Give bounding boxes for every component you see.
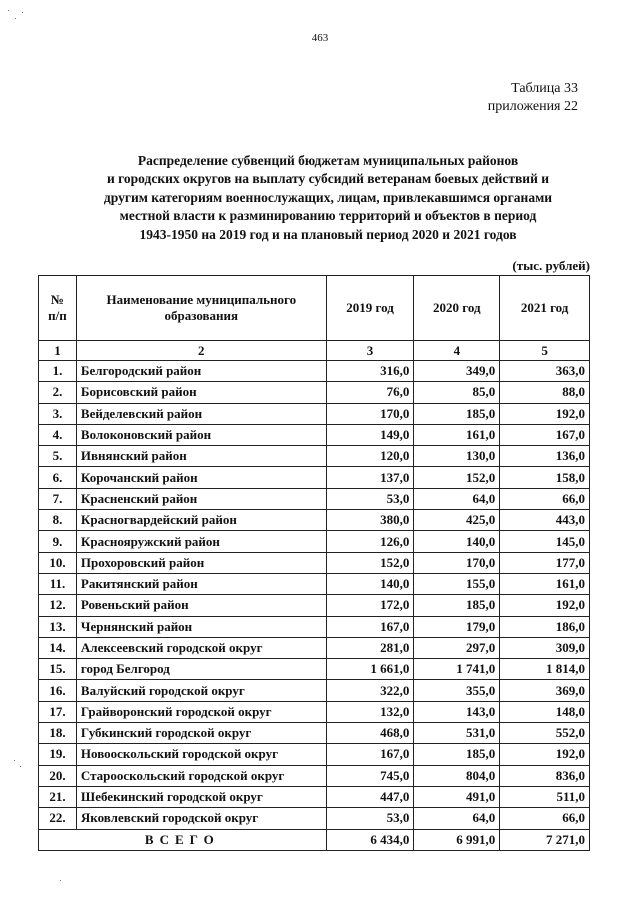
row-name: Ивнянский район xyxy=(76,446,326,467)
table-row xyxy=(39,723,590,744)
table-row xyxy=(39,488,590,509)
column-number: 4 xyxy=(414,341,500,361)
value-2020: 85,0 xyxy=(414,382,500,403)
scan-speck xyxy=(20,766,21,767)
row-number: 1. xyxy=(39,361,77,382)
value-2021: 192,0 xyxy=(500,403,590,424)
value-2021: 369,0 xyxy=(500,680,590,701)
row-number: 20. xyxy=(39,765,77,786)
header-2020: 2020 год xyxy=(414,276,500,341)
table-reference xyxy=(488,80,578,116)
row-name: Чернянский район xyxy=(76,616,326,637)
table-row xyxy=(39,808,590,829)
table-row xyxy=(39,382,590,403)
value-2021: 1 814,0 xyxy=(500,659,590,680)
total-2020: 6 991,0 xyxy=(414,829,500,850)
table-row xyxy=(39,446,590,467)
row-name: Корочанский район xyxy=(76,467,326,488)
value-2020: 491,0 xyxy=(414,786,500,807)
value-2021: 88,0 xyxy=(500,382,590,403)
value-2019: 152,0 xyxy=(326,552,414,573)
value-2019: 132,0 xyxy=(326,701,414,722)
header-name-line: Наименование муниципального xyxy=(106,292,297,307)
row-name: Старооскольский городской округ xyxy=(76,765,326,786)
row-number: 4. xyxy=(39,424,77,445)
total-label: ВСЕГО xyxy=(39,829,327,850)
table-row xyxy=(39,573,590,594)
title-line: и городских округов на выплату субсидий ветеранам боевых действий и xyxy=(106,171,550,187)
header-2019: 2019 год xyxy=(326,276,414,341)
table-row xyxy=(39,744,590,765)
value-2019: 281,0 xyxy=(326,637,414,658)
column-numbers-row xyxy=(39,341,590,361)
value-2021: 145,0 xyxy=(500,531,590,552)
row-name: Яковлевский городской округ xyxy=(76,808,326,829)
value-2021: 148,0 xyxy=(500,701,590,722)
row-name: Красненский район xyxy=(76,488,326,509)
value-2020: 1 741,0 xyxy=(414,659,500,680)
table-row xyxy=(39,637,590,658)
title-line: 1943-1950 на 2019 год и на плановый период 2020 и 2021 годов xyxy=(139,226,517,242)
row-name: Новооскольский городской округ xyxy=(76,744,326,765)
value-2019: 322,0 xyxy=(326,680,414,701)
value-2020: 185,0 xyxy=(414,595,500,616)
units-label: (тыс. рублей) xyxy=(512,258,590,273)
value-2020: 425,0 xyxy=(414,510,500,531)
value-2021: 836,0 xyxy=(500,765,590,786)
table-row xyxy=(39,765,590,786)
value-2019: 140,0 xyxy=(326,573,414,594)
row-name: Волоконовский район xyxy=(76,424,326,445)
value-2021: 192,0 xyxy=(500,744,590,765)
row-name: Краснояружский район xyxy=(76,531,326,552)
column-number: 3 xyxy=(326,341,414,361)
table-row xyxy=(39,701,590,722)
value-2019: 76,0 xyxy=(326,382,414,403)
value-2021: 177,0 xyxy=(500,552,590,573)
value-2020: 130,0 xyxy=(414,446,500,467)
scan-speck xyxy=(8,10,9,11)
row-number: 21. xyxy=(39,786,77,807)
value-2020: 64,0 xyxy=(414,488,500,509)
row-name: Красногвардейский район xyxy=(76,510,326,531)
value-2019: 137,0 xyxy=(326,467,414,488)
row-number: 18. xyxy=(39,723,77,744)
table-row xyxy=(39,531,590,552)
value-2020: 152,0 xyxy=(414,467,500,488)
value-2020: 349,0 xyxy=(414,361,500,382)
value-2019: 380,0 xyxy=(326,510,414,531)
subvention-table xyxy=(38,275,590,851)
value-2021: 158,0 xyxy=(500,467,590,488)
row-number: 7. xyxy=(39,488,77,509)
column-number: 1 xyxy=(39,341,77,361)
value-2020: 804,0 xyxy=(414,765,500,786)
table-row xyxy=(39,403,590,424)
table-reference-appendix: приложения 22 xyxy=(487,99,578,114)
value-2021: 66,0 xyxy=(500,808,590,829)
value-2020: 185,0 xyxy=(414,403,500,424)
table-row xyxy=(39,467,590,488)
total-2021: 7 271,0 xyxy=(500,829,590,850)
row-name: город Белгород xyxy=(76,659,326,680)
value-2019: 53,0 xyxy=(326,488,414,509)
value-2019: 172,0 xyxy=(326,595,414,616)
row-number: 16. xyxy=(39,680,77,701)
header-number-line: № xyxy=(50,292,64,307)
value-2019: 126,0 xyxy=(326,531,414,552)
table-row xyxy=(39,424,590,445)
value-2021: 443,0 xyxy=(500,510,590,531)
table-row xyxy=(39,361,590,382)
row-number: 14. xyxy=(39,637,77,658)
row-name: Ракитянский район xyxy=(76,573,326,594)
row-number: 5. xyxy=(39,446,77,467)
title-line: местной власти к разминированию территорий и объектов в период xyxy=(119,208,537,224)
table-row xyxy=(39,680,590,701)
value-2020: 64,0 xyxy=(414,808,500,829)
header-name-line: образования xyxy=(164,308,239,323)
value-2019: 316,0 xyxy=(326,361,414,382)
row-number: 13. xyxy=(39,616,77,637)
value-2020: 185,0 xyxy=(414,744,500,765)
scan-speck xyxy=(60,880,61,881)
value-2020: 170,0 xyxy=(414,552,500,573)
header-2021: 2021 год xyxy=(500,276,590,341)
table-row xyxy=(39,510,590,531)
value-2021: 309,0 xyxy=(500,637,590,658)
row-number: 2. xyxy=(39,382,77,403)
value-2021: 511,0 xyxy=(500,786,590,807)
value-2021: 186,0 xyxy=(500,616,590,637)
row-name: Борисовский район xyxy=(76,382,326,403)
value-2021: 167,0 xyxy=(500,424,590,445)
table-row xyxy=(39,616,590,637)
value-2019: 468,0 xyxy=(326,723,414,744)
title-line: другим категориям военнослужащих, лицам, привлекавшимся органами xyxy=(103,189,553,205)
value-2021: 136,0 xyxy=(500,446,590,467)
document-title xyxy=(64,152,592,244)
table-header-row xyxy=(39,276,590,341)
value-2019: 167,0 xyxy=(326,744,414,765)
value-2020: 531,0 xyxy=(414,723,500,744)
row-number: 6. xyxy=(39,467,77,488)
value-2021: 161,0 xyxy=(500,573,590,594)
value-2019: 149,0 xyxy=(326,424,414,445)
table-row xyxy=(39,595,590,616)
row-name: Алексеевский городской округ xyxy=(76,637,326,658)
value-2020: 179,0 xyxy=(414,616,500,637)
row-number: 17. xyxy=(39,701,77,722)
value-2021: 66,0 xyxy=(500,488,590,509)
column-number: 2 xyxy=(76,341,326,361)
page-number: 463 xyxy=(311,32,329,44)
value-2021: 192,0 xyxy=(500,595,590,616)
value-2020: 143,0 xyxy=(414,701,500,722)
row-name: Шебекинский городской округ xyxy=(76,786,326,807)
value-2020: 297,0 xyxy=(414,637,500,658)
value-2020: 155,0 xyxy=(414,573,500,594)
row-number: 11. xyxy=(39,573,77,594)
value-2020: 161,0 xyxy=(414,424,500,445)
row-number: 12. xyxy=(39,595,77,616)
scan-speck xyxy=(22,12,23,13)
header-number-line: п/п xyxy=(48,308,67,323)
value-2019: 447,0 xyxy=(326,786,414,807)
table-row xyxy=(39,786,590,807)
row-number: 9. xyxy=(39,531,77,552)
row-name: Прохоровский район xyxy=(76,552,326,573)
value-2020: 140,0 xyxy=(414,531,500,552)
scan-speck xyxy=(15,18,16,19)
table-row xyxy=(39,552,590,573)
title-line: Распределение субвенций бюджетам муниципальных районов xyxy=(137,153,519,168)
table-row xyxy=(39,659,590,680)
total-row xyxy=(39,829,590,850)
header-number xyxy=(39,276,77,341)
header-name xyxy=(76,276,326,341)
value-2019: 167,0 xyxy=(326,616,414,637)
row-number: 22. xyxy=(39,808,77,829)
row-number: 10. xyxy=(39,552,77,573)
row-name: Вейделевский район xyxy=(76,403,326,424)
row-name: Грайворонский городской округ xyxy=(76,701,326,722)
column-number: 5 xyxy=(500,341,590,361)
row-number: 3. xyxy=(39,403,77,424)
value-2019: 120,0 xyxy=(326,446,414,467)
row-number: 15. xyxy=(39,659,77,680)
value-2019: 745,0 xyxy=(326,765,414,786)
value-2021: 552,0 xyxy=(500,723,590,744)
row-name: Губкинский городской округ xyxy=(76,723,326,744)
row-number: 8. xyxy=(39,510,77,531)
row-number: 19. xyxy=(39,744,77,765)
value-2019: 170,0 xyxy=(326,403,414,424)
scan-speck xyxy=(14,760,15,761)
row-name: Ровеньский район xyxy=(76,595,326,616)
row-name: Белгородский район xyxy=(76,361,326,382)
table-reference-number: Таблица 33 xyxy=(511,81,578,96)
value-2020: 355,0 xyxy=(414,680,500,701)
value-2019: 53,0 xyxy=(326,808,414,829)
value-2021: 363,0 xyxy=(500,361,590,382)
row-name: Валуйский городской округ xyxy=(76,680,326,701)
value-2019: 1 661,0 xyxy=(326,659,414,680)
total-2019: 6 434,0 xyxy=(326,829,414,850)
